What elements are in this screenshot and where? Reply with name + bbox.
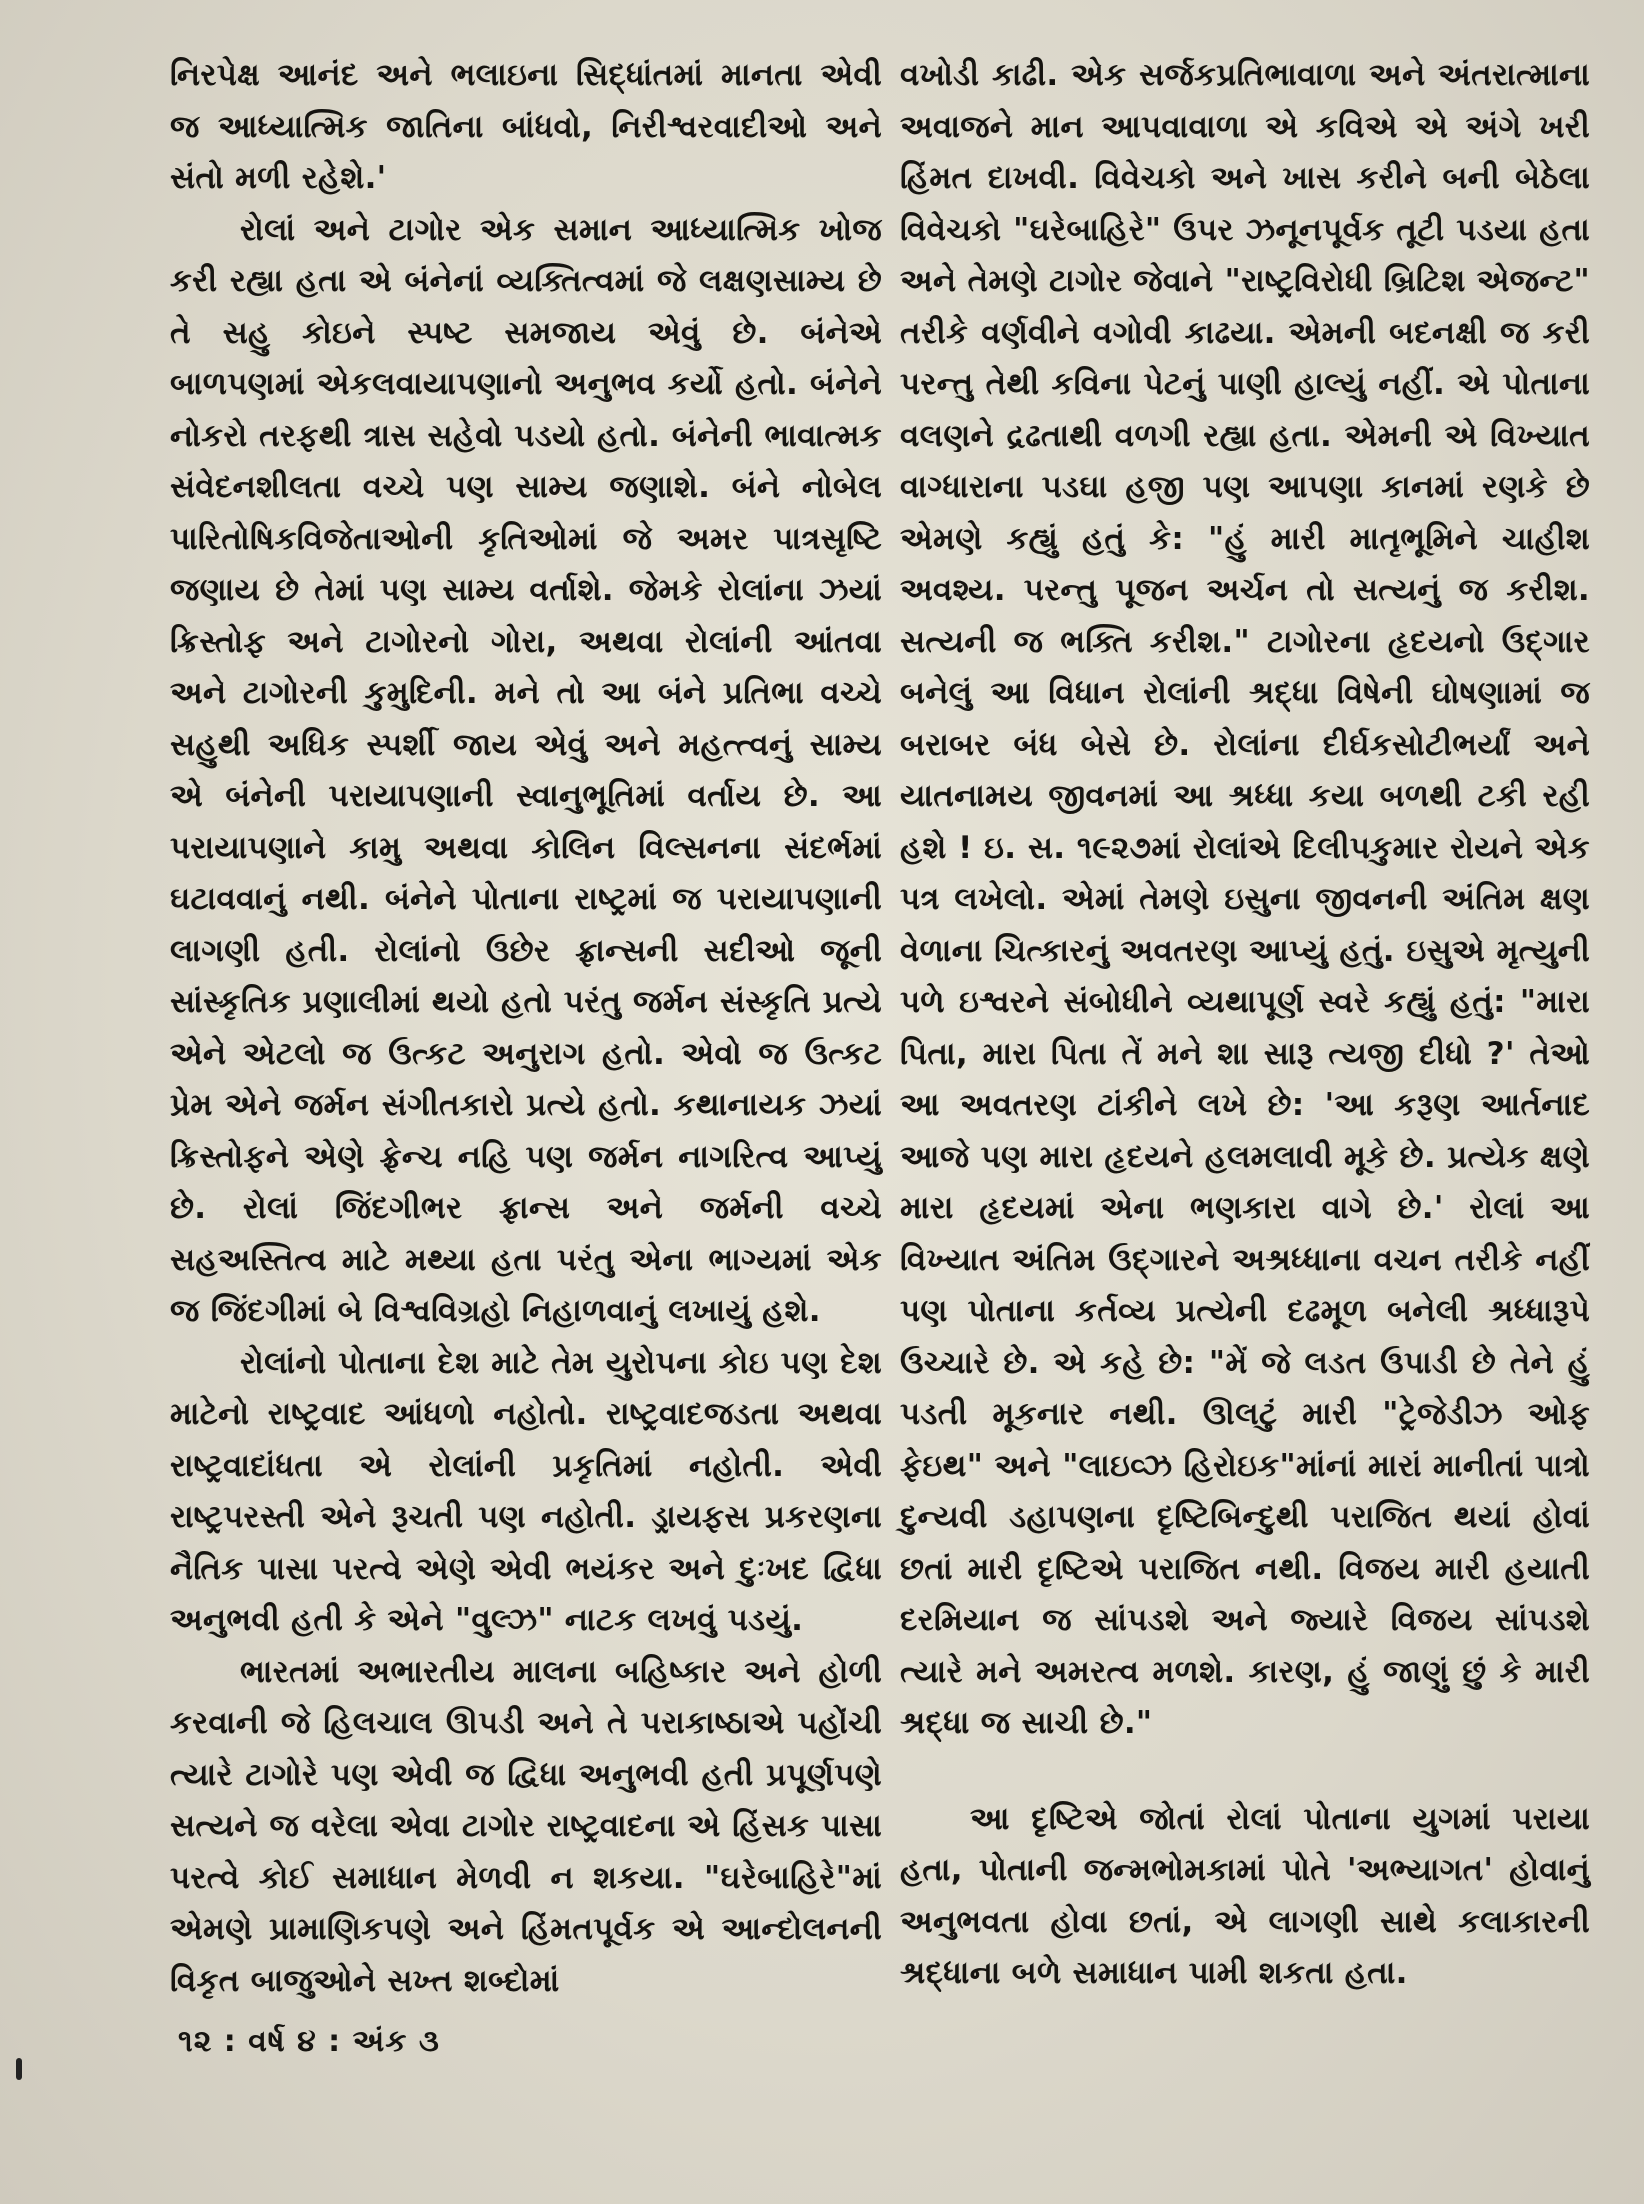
scan-edge-mark	[16, 2058, 22, 2080]
page-footer-issue-line: ૧૨ : વર્ષ ૪ : અંક ૩	[178, 2024, 440, 2059]
left-text-column	[170, 50, 882, 2007]
paragraph: રોલાં અને ટાગોર એક સમાન આધ્યાત્મિક ખોજ કરી રહ્યા હતા એ બંનેનાં વ્યક્તિત્વમાં જે લક્ષણસામ્ય છે તે સહુ કોઇને સ્પષ્ટ સમજાય એવું છે. બંનેએ બાળપણમાં એકલવાયાપણાનો અનુભવ કર્યો હતો. બંનેને નોકરો તરફથી ત્રાસ સહેવો પડયો હતો. બંનેની ભાવાત્મક સંવેદનશીલતા વચ્ચે પણ સામ્ય જણાશે. બંને નોબેલ પારિતોષિકવિજેતાઓની કૃતિઓમાં જે અમર પાત્રસૃષ્ટિ જણાય છે તેમાં પણ સામ્ય વર્તાશે. જેમકે રોલાંના ઝયાં ક્રિસ્તોફ અને ટાગોરનો ગોરા, અથવા રોલાંની આંતવા અને ટાગોરની કુમુદિની. મને તો આ બંને પ્રતિભા વચ્ચે સહુથી અધિક સ્પર્શી જાય એવું અને મહત્ત્વનું સામ્ય એ બંનેની પરાયાપણાની સ્વાનુભૂતિમાં વર્તાય છે. આ પરાયાપણાને કામુ અથવા કોલિન વિલ્સનના સંદર્ભમાં ઘટાવવાનું નથી. બંનેને પોતાના રાષ્ટ્રમાં જ પરાયાપણાની લાગણી હતી. રોલાંનો ઉછેર ફ્રાન્સની સદીઓ જૂની સાંસ્કૃતિક પ્રણાલીમાં થયો હતો પરંતુ જર્મન સંસ્કૃતિ પ્રત્યે એને એટલો જ ઉત્કટ અનુરાગ હતો. એવો જ ઉત્કટ પ્રેમ એને જર્મન સંગીતકારો પ્રત્યે હતો. કથાનાયક ઝયાં ક્રિસ્તોફને એણે ફ્રેન્ચ નહિ પણ જર્મન નાગરિત્વ આપ્યું છે. રોલાં જિંદગીભર ફ્રાન્સ અને જર્મની વચ્ચે સહઅસ્તિત્વ માટે મથ્યા હતા પરંતુ એના ભાગ્યમાં એક જ જિંદગીમાં બે વિશ્વવિગ્રહો નિહાળવાનું લખાયું હશે.	[170, 211, 882, 1329]
paragraph: રોલાંનો પોતાના દેશ માટે તેમ યુરોપના કોઇ પણ દેશ માટેનો રાષ્ટ્રવાદ આંધળો નહોતો. રાષ્ટ્રવાદજડતા અથવા રાષ્ટ્રવાદાંધતા એ રોલાંની પ્રકૃતિમાં નહોતી. એવી રાષ્ટ્રપરસ્તી એને રૂચતી પણ નહોતી. ડ્રાયફસ પ્રકરણના નૈતિક પાસા પરત્વે એણે એવી ભયંકર અને દુઃખદ દ્વિધા અનુભવી હતી કે એને "વુલ્ઝ" નાટક લખવું પડયું.	[170, 1344, 882, 1638]
paragraph: ભારતમાં અભારતીય માલના બહિષ્કાર અને હોળી કરવાની જે હિલચાલ ઊપડી અને તે પરાકાષ્ઠાએ પહોંચી ત્યારે ટાગોરે પણ એવી જ દ્વિધા અનુભવી હતી પ્રપૂર્ણપણે સત્યને જ વરેલા એવા ટાગોર રાષ્ટ્રવાદના એ હિંસક પાસા પરત્વે કોઈ સમાધાન મેળવી ન શકયા. "ઘરેબાહિરે"માં એમણે પ્રામાણિકપણે અને હિંમતપૂર્વક એ આન્દોલનની વિકૃત બાજુઓને સખ્ત શબ્દોમાં	[170, 1653, 882, 1999]
right-text-column	[900, 50, 1590, 2000]
paragraph: નિરપેક્ષ આનંદ અને ભલાઇના સિદ્ધાંતમાં માનતા એવી જ આધ્યાત્મિક જાતિના બાંધવો, નિરીશ્વરવાદીઓ અને સંતો મળી રહેશે.'	[170, 57, 882, 196]
paragraph: આ દૃષ્ટિએ જોતાં રોલાં પોતાના યુગમાં પરાયા હતા, પોતાની જન્મભોમકામાં પોતે 'અભ્યાગત' હોવાનું અનુભવતા હોવા છતાં, એ લાગણી સાથે કલાકારની શ્રદ્ધાના બળે સમાધાન પામી શકતા હતા.	[900, 1800, 1590, 1991]
paragraph: વખોડી કાઢી. એક સર્જકપ્રતિભાવાળા અને અંતરાત્માના અવાજને માન આપવાવાળા એ કવિએ એ અંગે ખરી હિંમત દાખવી. વિવેચકો અને ખાસ કરીને બની બેઠેલા વિવેચકો "ઘરેબાહિરે" ઉપર ઝનૂનપૂર્વક તૂટી પડયા હતા અને તેમણે ટાગોર જેવાને "રાષ્ટ્રવિરોધી બ્રિટિશ એજન્ટ" તરીકે વર્ણવીને વગોવી કાઢયા. એમની બદનક્ષી જ કરી પરન્તુ તેથી કવિના પેટનું પાણી હાલ્યું નહીં. એ પોતાના વલણને દ્રઢતાથી વળગી રહ્યા હતા. એમની એ વિખ્યાત વાગ્ધારાના પડઘા હજી પણ આપણા કાનમાં રણકે છે એમણે કહ્યું હતું કે: "હું મારી માતૃભૂમિને ચાહીશ અવશ્ય. પરન્તુ પૂજન અર્ચન તો સત્યનું જ કરીશ. સત્યની જ ભક્તિ કરીશ." ટાગોરના હૃદયનો ઉદ્ગાર બનેલું આ વિધાન રોલાંની શ્રદ્ધા વિષેની ઘોષણામાં જ બરાબર બંધ બેસે છે. રોલાંના દીર્ઘકસોટીભર્યાં અને યાતનામય જીવનમાં આ શ્રધ્ધા કયા બળથી ટકી રહી હશે ! ઇ. સ. ૧૯૨૭માં રોલાંએ દિલીપકુમાર રોયને એક પત્ર લખેલો. એમાં તેમણે ઇસુના જીવનની અંતિમ ક્ષણ વેળાના ચિત્કારનું અવતરણ આપ્યું હતું. ઇસુએ મૃત્યુની પળે ઇશ્વરને સંબોધીને વ્યથાપૂર્ણ સ્વરે કહ્યું હતું: "મારા પિતા, મારા પિતા તેં મને શા સારૂ ત્યજી દીધો ?' તેઓ આ અવતરણ ટાંકીને લખે છે: 'આ કરૂણ આર્તનાદ આજે પણ મારા હૃદયને હલમલાવી મૂકે છે. પ્રત્યેક ક્ષણે મારા હૃદયમાં એના ભણકારા વાગે છે.' રોલાં આ વિખ્યાત અંતિમ ઉદ્ગારને અશ્રધ્ધાના વચન તરીકે નહીં પણ પોતાના કર્તવ્ય પ્રત્યેની દઢમૂળ બનેલી શ્રધ્ધારૂપે ઉચ્ચારે છે. એ કહે છે: "મેં જે લડત ઉપાડી છે તેને હું પડતી મૂકનાર નથી. ઊલટું મારી "ટ્રેજેડીઝ ઓફ ફેઇથ" અને "લાઇવ્ઝ હિરોઇક"માંનાં મારાં માનીતાં પાત્રો દુન્યવી ડહાપણના દૃષ્ટિબિન્દુથી પરાજિત થયાં હોવાં છતાં મારી દૃષ્ટિએ પરાજિત નથી. વિજય મારી હયાતી દરમિયાન જ સાંપડશે અને જ્યારે વિજય સાંપડશે ત્યારે મને અમરત્વ મળશે. કારણ, હું જાણું છું કે મારી શ્રદ્ધા જ સાચી છે."	[900, 57, 1590, 1741]
